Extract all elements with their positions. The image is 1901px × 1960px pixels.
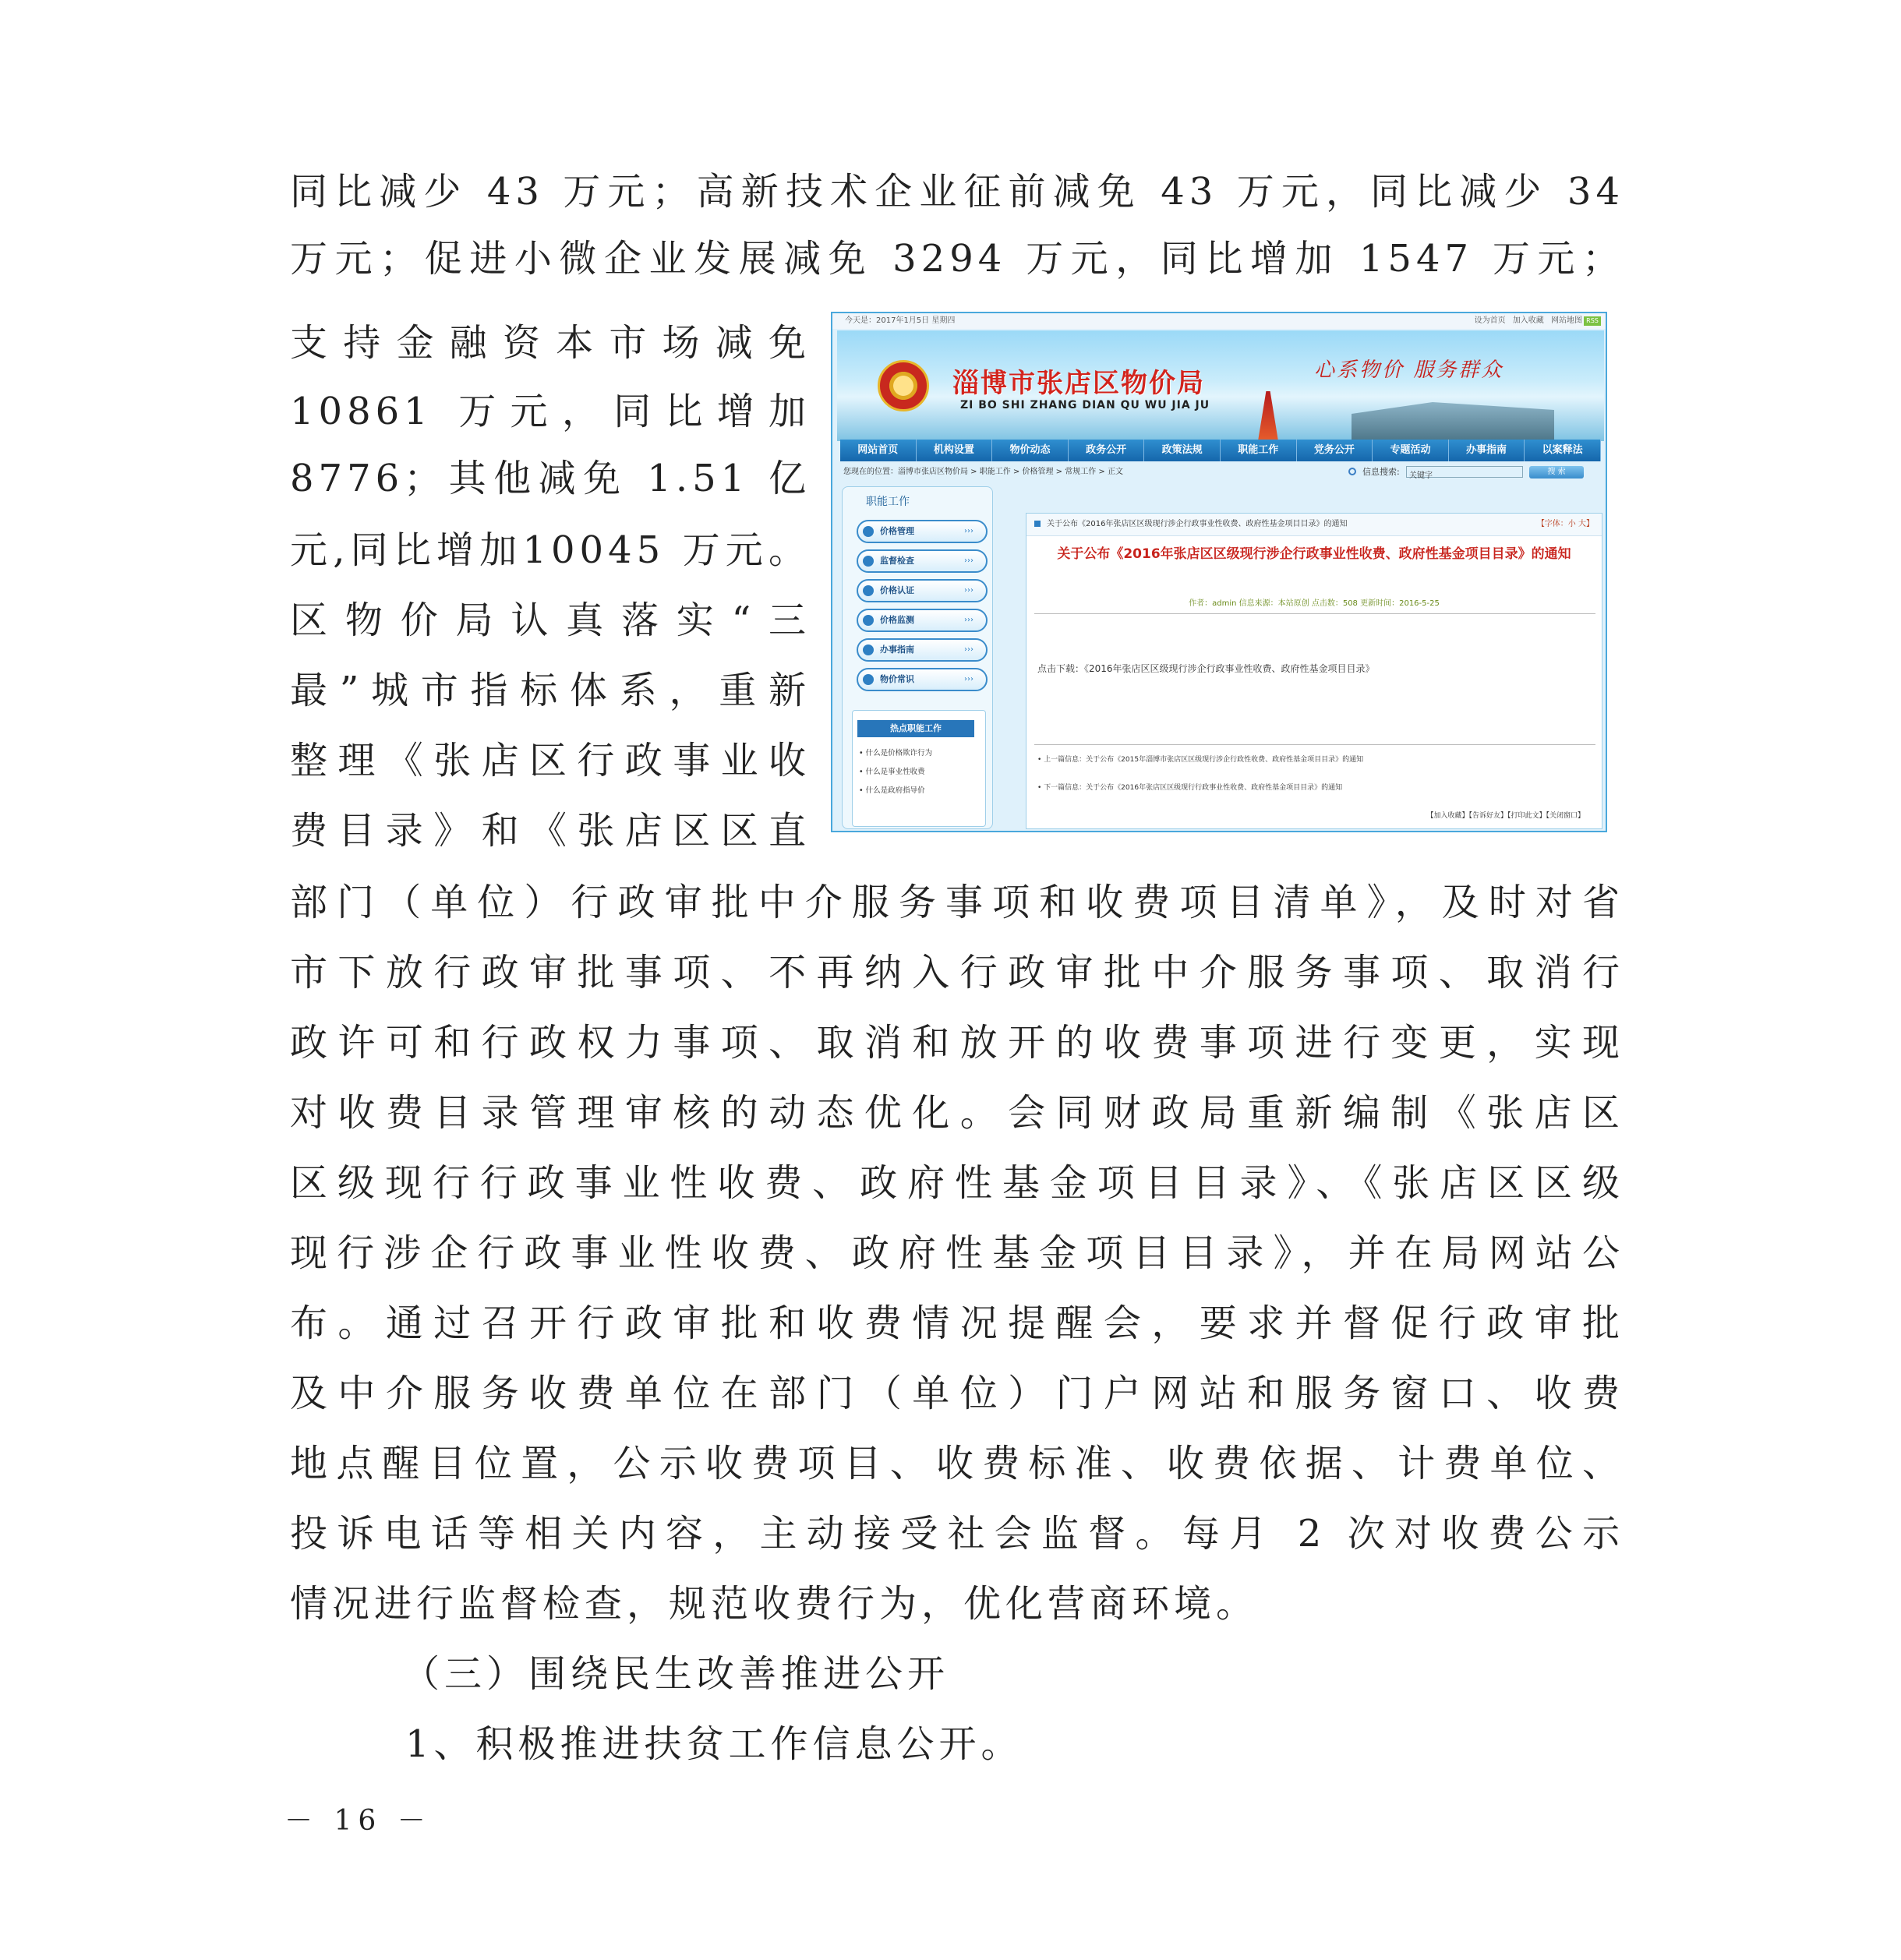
nav-item-functions[interactable]: 职能工作 [1221, 440, 1297, 461]
body-line: 情况进行监督检查，规范收费行为，优化营商环境。 [290, 1582, 1259, 1626]
chevron-right-icon: ››› [964, 645, 973, 654]
subheading: 1、积极推进扶贫工作信息公开。 [405, 1722, 1023, 1766]
nav-item-organization[interactable]: 机构设置 [917, 440, 993, 461]
hot-topics-title: 热点职能工作 [857, 720, 974, 737]
sidebar-item-label: 价格认证 [880, 585, 914, 595]
bullet-icon [863, 556, 874, 567]
nav-item-service-guide[interactable]: 办事指南 [1449, 440, 1525, 461]
nav-item-case-law[interactable]: 以案释法 [1525, 440, 1601, 461]
body-line: 区级现行行政事业性收费、政府性基金项目目录》、《张店区区级 [290, 1161, 1624, 1205]
body-line: 市下放行政审批事项、不再纳入行政审批中介服务事项、取消行 [290, 951, 1624, 994]
breadcrumb: 您现在的位置：淄博市张店区物价局 > 职能工作 > 价格管理 > 常规工作 > 正文 [843, 468, 1123, 476]
sidebar-item-service-guide[interactable] [857, 638, 988, 662]
body-line: 地点醒目位置，公示收费项目、收费标准、收费依据、计费单位、 [290, 1442, 1624, 1485]
sidebar [842, 486, 993, 829]
search-input[interactable]: 关键字 [1406, 466, 1523, 478]
hot-topic-link[interactable]: • 什么是价格欺诈行为 [859, 749, 933, 758]
rss-icon[interactable]: RSS [1584, 316, 1601, 326]
article-panel [1026, 513, 1602, 829]
body-line: 整理《张店区行政事业收 [290, 739, 811, 782]
article-title: 关于公布《2016年张店区区级现行涉企行政事业性收费、政府性基金项目目录》的通知 [1057, 546, 1571, 562]
divider [1034, 744, 1595, 745]
site-slogan: 心系物价 服务群众 [1314, 358, 1504, 382]
sitemap-link[interactable]: 网站地图 [1551, 316, 1582, 325]
previous-article-link[interactable]: • 上一篇信息：关于公布《2015年淄博市张店区区级现行涉企行政性收费、政府性基金项目目录》的通知 [1037, 756, 1364, 764]
bullet-icon [863, 674, 874, 685]
next-article-link[interactable]: • 下一篇信息：关于公布《2016年张店区区级现行行政事业性收费、政府性基金项目目录》的通知 [1037, 784, 1343, 792]
national-emblem-icon [878, 360, 929, 411]
body-line: 8776；其他减免 1.51 亿 [290, 457, 811, 500]
article-actions[interactable]: 【加入收藏】【告诉好友】【打印此文】【关闭窗口】 [1426, 812, 1585, 820]
site-banner [837, 330, 1604, 441]
body-line: 费目录》和《张店区区直 [290, 809, 811, 853]
chevron-right-icon: ››› [964, 586, 973, 595]
section-heading: （三）围绕民生改善推进公开 [402, 1652, 950, 1696]
nav-item-policies[interactable]: 政策法规 [1144, 440, 1221, 461]
nav-item-home[interactable]: 网站首页 [840, 440, 917, 461]
add-favorite-link[interactable]: 加入收藏 [1512, 316, 1544, 325]
body-line: 部门（单位）行政审批中介服务事项和收费项目清单》，及时对省 [290, 881, 1624, 924]
article-meta: 作者：admin 信息来源：本站原创 点击数：508 更新时间：2016-5-25 [1189, 599, 1440, 608]
bullet-icon [863, 645, 874, 655]
body-line: 支持金融资本市场减免 [290, 321, 811, 365]
bullet-icon [863, 585, 874, 596]
body-line: 现行涉企行政事业性收费、政府性基金项目目录》，并在局网站公 [290, 1231, 1624, 1275]
body-line: 10861 万元，同比增加 [290, 390, 811, 433]
nav-item-government-affairs[interactable]: 政务公开 [1069, 440, 1145, 461]
nav-item-party-affairs[interactable]: 党务公开 [1297, 440, 1373, 461]
chevron-right-icon: ››› [964, 556, 973, 565]
sidebar-item-label: 办事指南 [880, 645, 914, 655]
set-homepage-link[interactable]: 设为首页 [1474, 316, 1506, 325]
sidebar-item-label: 价格管理 [880, 526, 914, 536]
body-line: 最”城市指标体系，重新 [290, 669, 811, 712]
search-label: 信息搜索: [1362, 467, 1400, 477]
top-bar [832, 313, 1606, 329]
search-icon [1348, 468, 1356, 475]
sidebar-item-price-knowledge[interactable] [857, 668, 988, 691]
search-button[interactable]: 搜 索 [1529, 466, 1584, 479]
hot-topic-link[interactable]: • 什么是政府指导价 [859, 786, 925, 795]
tower-illustration [1258, 391, 1278, 441]
bullet-icon [863, 615, 874, 626]
chevron-right-icon: ››› [964, 527, 973, 535]
nav-item-special-topics[interactable]: 专题活动 [1373, 440, 1449, 461]
website-screenshot [831, 312, 1607, 832]
main-nav [840, 440, 1601, 461]
site-title: 淄博市张店区物价局 [952, 368, 1205, 399]
hot-topics-box [852, 710, 986, 827]
sidebar-item-label: 监督检查 [880, 556, 914, 566]
sidebar-item-price-certification[interactable] [857, 579, 988, 602]
body-line: 政许可和行政权力事项、取消和放开的收费事项进行变更，实现 [290, 1021, 1624, 1065]
sidebar-title: 职能工作 [866, 496, 910, 508]
sidebar-item-label: 物价常识 [880, 674, 914, 684]
font-size-toggle[interactable]: 【字体：小 大】 [1536, 520, 1594, 528]
site-pinyin: ZI BO SHI ZHANG DIAN QU WU JIA JU [960, 399, 1210, 411]
current-date: 今天是：2017年1月5日 星期四 [845, 316, 956, 325]
breadcrumb-bar [843, 463, 1598, 482]
sidebar-item-price-monitoring[interactable] [857, 609, 988, 632]
download-link[interactable]: 点击下载：《2016年张店区区级现行涉企行政事业性收费、政府性基金项目目录》 [1037, 663, 1375, 674]
bullet-icon [863, 526, 874, 537]
body-line: 同比减少 43 万元；高新技术企业征前减免 43 万元，同比减少 34 [290, 170, 1624, 214]
body-line: 投诉电话等相关内容，主动接受社会监督。每月 2 次对收费公示 [290, 1512, 1624, 1556]
building-illustration [1352, 402, 1554, 441]
page-number: － 16 － [284, 1805, 432, 1837]
sidebar-item-inspection[interactable] [857, 549, 988, 573]
sidebar-item-label: 价格监测 [880, 615, 914, 625]
body-line: 及中介服务收费单位在部门（单位）门户网站和服务窗口、收费 [290, 1372, 1624, 1415]
chevron-right-icon: ››› [964, 675, 973, 683]
article-header-bar [1026, 514, 1602, 536]
square-bullet-icon [1034, 521, 1041, 527]
body-line: 布。通过召开行政审批和收费情况提醒会，要求并督促行政审批 [290, 1301, 1624, 1345]
body-line: 对收费目录管理审核的动态优化。会同财政局重新编制《张店区 [290, 1091, 1624, 1135]
chevron-right-icon: ››› [964, 616, 973, 624]
hot-topic-link[interactable]: • 什么是事业性收费 [859, 768, 925, 776]
body-line: 区物价局认真落实“三 [290, 599, 811, 642]
body-line: 万元；促进小微企业发展减免 3294 万元，同比增加 1547 万元； [290, 237, 1624, 281]
article-header-title: 关于公布《2016年张店区区级现行涉企行政事业性收费、政府性基金项目目录》的通知 [1047, 520, 1348, 528]
nav-item-price-news[interactable]: 物价动态 [992, 440, 1069, 461]
body-line: 元,同比增加10045 万元。 [290, 528, 811, 572]
sidebar-item-price-management[interactable] [857, 520, 988, 543]
divider [1034, 613, 1595, 614]
